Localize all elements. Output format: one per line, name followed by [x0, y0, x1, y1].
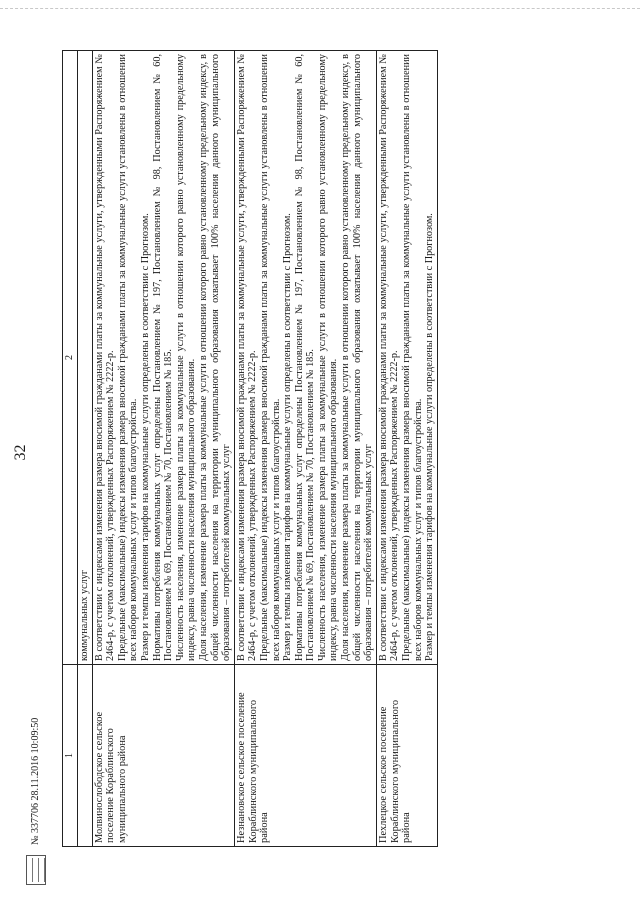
paragraph: Доля населения, изменение размера платы за коммунальные услуги в отношении которого равно установленному предельному индексу, в общей численности населения на территории муниципального образования охватывает 100% населения данного муниципального образования – потребителей коммунальных услуг: [197, 54, 233, 661]
description-cell: [92, 51, 234, 665]
paragraph: Предельные (максимальные) индексы изменения размера вносимой гражданами платы за коммунальные услуги установлены в отношении всех наборов коммунальных услуг и типов благоустройства.: [116, 54, 140, 661]
continuation-row: [78, 51, 93, 847]
paragraph: Численность населения, изменение размера платы за коммунальные услуги в отношении которого равно установленному предельному индексу, равна численности населения муниципального образования.: [174, 54, 198, 661]
table-row: [92, 51, 234, 847]
table-row: [234, 51, 376, 847]
paragraph: В соответствии с индексами изменения размера вносимой гражданами платы за коммунальные услуги, утвержденными Распоряжением № 2464-р, с учетом отклонений, утвержденных Распоряжением № 2222-р.: [93, 54, 117, 661]
paragraph: Предельные (максимальные) индексы изменения размера вносимой гражданами платы за коммунальные услуги установлены в отношении всех наборов коммунальных услуг и типов благоустройства.: [401, 54, 424, 661]
paragraph: Размер и темпы изменения тарифов на коммунальные услуги определены в соответствии с Прогнозом.: [424, 213, 436, 661]
print-stamp-logo: [26, 855, 46, 885]
description-cell: [376, 51, 437, 665]
paragraph: Размер и темпы изменения тарифов на коммунальные услуги определены в соответствии с Прогнозом.: [282, 213, 294, 661]
municipality-table: [62, 50, 438, 847]
page-number: 32: [12, 444, 29, 461]
header-col1: 1: [63, 665, 78, 847]
paragraph: В соответствии с индексами изменения размера вносимой гражданами платы за коммунальные услуги, утвержденными Распоряжением № 2464-р, с учетом отклонений, утвержденных Распоряжением № 2222-р.: [235, 54, 259, 661]
table-row: [376, 51, 437, 847]
print-stamp: [16, 595, 46, 885]
paragraph: Размер и темпы изменения тарифов на коммунальные услуги определены в соответствии с Прогнозом.: [139, 213, 151, 661]
table-header-row: [63, 51, 78, 847]
municipality-cell: Пехлецкое сельское поселение Кораблинского муниципального района: [376, 665, 437, 847]
header-col2: 2: [63, 51, 78, 665]
paragraph: Предельные (максимальные) индексы изменения размера вносимой гражданами платы за коммунальные услуги установлены в отношении всех наборов коммунальных услуг и типов благоустройства.: [258, 54, 282, 661]
paragraph: Доля населения, изменение размера платы за коммунальные услуги в отношении которого равно установленному предельному индексу, в общей численности населения на территории муниципального образования охватывает 100% населения данного муниципального образования – потребителей коммунальных услуг: [340, 54, 375, 661]
paragraph: Нормативы потребления коммунальных услуг определены Постановлением № 197, Постановлением № 98, Постановлением № 60, Постановлением № 69, Постановлением № 70, Постановлением № 185.: [293, 54, 317, 661]
continuation-cell: коммунальных услуг: [78, 51, 93, 665]
municipality-cell: Молвинослободское сельское поселение Кораблинского муниципального района: [92, 665, 234, 847]
paragraph: Численность населения, изменение размера платы за коммунальные услуги в отношении которого равно установленному предельному индексу, равна численности населения муниципального образования.: [316, 54, 340, 661]
paragraph: В соответствии с индексами изменения размера вносимой гражданами платы за коммунальные услуги, утвержденными Распоряжением № 2464-р, с учетом отклонений, утвержденных Распоряжением № 2222-р.: [377, 54, 401, 661]
print-stamp-number: № 337706 28.11.2016 10:09:50: [30, 717, 41, 845]
paragraph: Нормативы потребления коммунальных услуг определены Постановлением № 197, Постановлением № 98, Постановлением № 60, Постановлением № 69, Постановлением № 70, Постановлением № 185.: [151, 54, 175, 661]
description-cell: [234, 51, 376, 665]
continuation-empty-cell: [78, 665, 93, 847]
municipality-cell: Незнановское сельское поселение Кораблинского муниципального района: [234, 665, 376, 847]
